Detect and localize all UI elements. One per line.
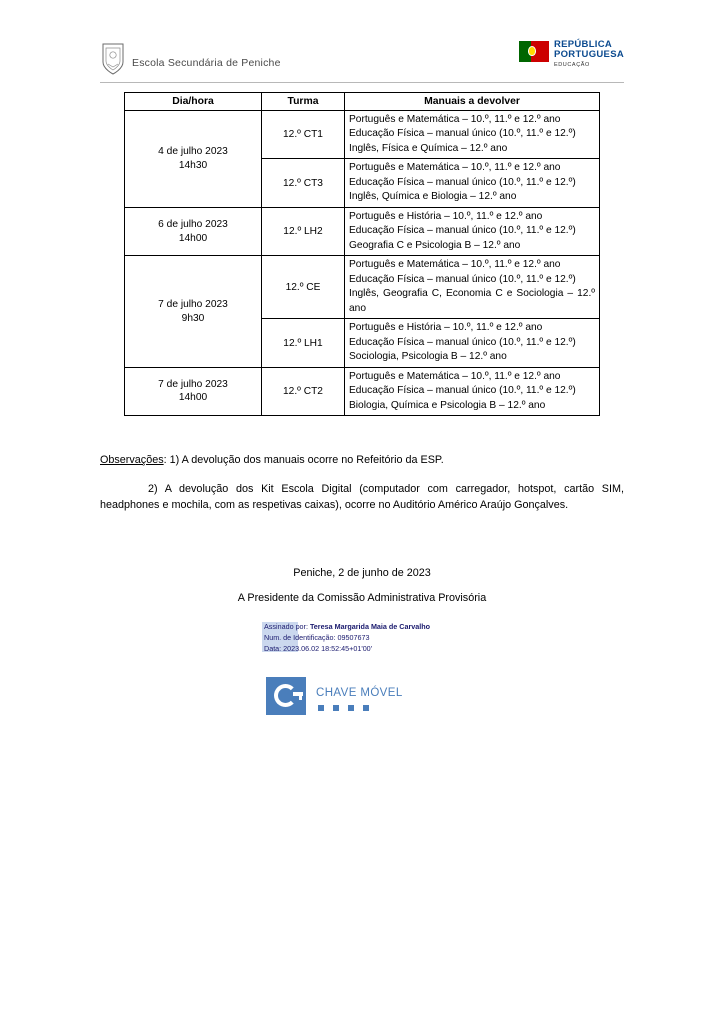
manual-line: Biologia, Química e Psicologia B – 12.º ano bbox=[349, 399, 546, 411]
chave-movel-icon bbox=[266, 677, 306, 715]
signature-id-line: Num. de Identificação: 09507673 bbox=[264, 632, 370, 642]
manual-line: Geografia C e Psicologia B – 12.º ano bbox=[349, 239, 521, 251]
republic-logo bbox=[519, 40, 624, 69]
chave-movel-label: CHAVE MÓVEL bbox=[316, 687, 403, 699]
manual-line: Sociologia, Psicologia B – 12.º ano bbox=[349, 351, 507, 363]
observations-label: Observações bbox=[100, 454, 164, 466]
table-row bbox=[125, 256, 600, 319]
digital-signature-stamp bbox=[262, 622, 492, 654]
manual-line: Português e História – 10.º, 11.º e 12.º ano bbox=[349, 322, 543, 334]
manual-line: Inglês, Química e Biologia – 12.º ano bbox=[349, 191, 517, 203]
cell-turma: 12.º CT1 bbox=[262, 111, 345, 159]
signature-signer-name: Teresa Margarida Maia de Carvalho bbox=[309, 622, 431, 631]
cell-manuais bbox=[345, 256, 600, 319]
place-and-date: Peniche, 2 de junho de 2023 bbox=[293, 567, 431, 579]
cell-manuais bbox=[345, 111, 600, 159]
table-row bbox=[125, 111, 600, 159]
observations-line2 bbox=[100, 481, 624, 514]
column-header-manuais: Manuais a devolver bbox=[345, 93, 600, 111]
observations-line1 bbox=[100, 452, 624, 468]
document-header bbox=[100, 39, 624, 88]
table-header-row bbox=[125, 93, 600, 111]
manual-line: Português e História – 10.º, 11.º e 12.º ano bbox=[349, 210, 543, 222]
manual-line: Educação Física – manual único (10.º, 11.º e 12.º) bbox=[349, 176, 576, 188]
signature-signed-by-label: Assinado por: bbox=[264, 622, 308, 631]
cell-turma: 12.º CT2 bbox=[262, 367, 345, 415]
manual-line: Educação Física – manual único (10.º, 11.º e 12.º) bbox=[349, 385, 576, 397]
school-logo bbox=[100, 42, 281, 76]
manual-line: Educação Física – manual único (10.º, 11.º e 12.º) bbox=[349, 128, 576, 140]
chave-movel-logo bbox=[266, 677, 406, 719]
republic-line2: PORTUGUESA bbox=[553, 48, 624, 60]
cell-turma: 12.º LH1 bbox=[262, 319, 345, 367]
observations-note2: 2) A devolução dos Kit Escola Digital (computador com carregador, hotspot, cartão SIM, headphones e mochila, com as respetivas caixas), ocorre no Auditório Américo Araújo Gonçalves. bbox=[100, 483, 624, 512]
republic-line1: REPÚBLICA bbox=[553, 39, 613, 50]
cell-daytime bbox=[125, 207, 262, 255]
header-divider bbox=[100, 82, 624, 83]
observations-note1: : 1) A devolução dos manuais ocorre no Refeitório da ESP. bbox=[163, 454, 444, 466]
chave-movel-dots-icon bbox=[318, 705, 369, 711]
cell-turma: 12.º CE bbox=[262, 256, 345, 319]
table-row bbox=[125, 367, 600, 415]
daytime-date: 4 de julho 2023 bbox=[158, 146, 228, 158]
manual-line: Português e Matemática – 10.º, 11.º e 12.º ano bbox=[349, 370, 561, 382]
schedule-table bbox=[124, 92, 600, 416]
table-row bbox=[125, 207, 600, 255]
daytime-date: 6 de julho 2023 bbox=[158, 218, 228, 230]
column-header-dia-hora: Dia/hora bbox=[125, 93, 262, 111]
signature-signed-by-row bbox=[264, 622, 492, 633]
cell-manuais bbox=[345, 319, 600, 367]
cell-manuais bbox=[345, 207, 600, 255]
cell-daytime bbox=[125, 111, 262, 208]
portugal-flag-icon bbox=[519, 41, 549, 62]
daytime-time: 9h30 bbox=[181, 312, 205, 324]
cell-turma: 12.º CT3 bbox=[262, 159, 345, 207]
signatory-title: A Presidente da Comissão Administrativa Provisória bbox=[237, 592, 487, 604]
signature-date-line: Data: 2023.06.02 18:52:45+01'00' bbox=[264, 643, 373, 653]
manual-line: Português e Matemática – 10.º, 11.º e 12.º ano bbox=[349, 162, 561, 174]
manual-line: Educação Física – manual único (10.º, 11.º e 12.º) bbox=[349, 273, 576, 285]
daytime-time: 14h00 bbox=[178, 232, 208, 244]
manual-line: Inglês, Física e Química – 12.º ano bbox=[349, 142, 508, 154]
manual-line: Inglês, Geografia C, Economia C e Sociologia – 12.º ano bbox=[349, 288, 595, 314]
column-header-turma: Turma bbox=[262, 93, 345, 111]
cell-manuais bbox=[345, 367, 600, 415]
republic-subtitle: EDUCAÇÃO bbox=[553, 61, 590, 68]
manual-line: Português e Matemática – 10.º, 11.º e 12.º ano bbox=[349, 114, 561, 125]
cell-manuais bbox=[345, 159, 600, 207]
daytime-date: 7 de julho 2023 bbox=[158, 298, 228, 310]
cell-daytime bbox=[125, 256, 262, 367]
republic-wordmark bbox=[554, 40, 624, 69]
cell-turma: 12.º LH2 bbox=[262, 207, 345, 255]
cell-daytime bbox=[125, 367, 262, 415]
school-crest-icon bbox=[100, 42, 126, 76]
manual-line: Educação Física – manual único (10.º, 11.º e 12.º) bbox=[349, 225, 576, 237]
manual-line: Português e Matemática – 10.º, 11.º e 12.º ano bbox=[349, 259, 561, 271]
daytime-time: 14h30 bbox=[178, 159, 208, 171]
school-name: Escola Secundária de Peniche bbox=[132, 57, 281, 69]
daytime-time: 14h00 bbox=[178, 392, 208, 404]
daytime-date: 7 de julho 2023 bbox=[158, 378, 228, 390]
manual-line: Educação Física – manual único (10.º, 11.º e 12.º) bbox=[349, 336, 576, 348]
